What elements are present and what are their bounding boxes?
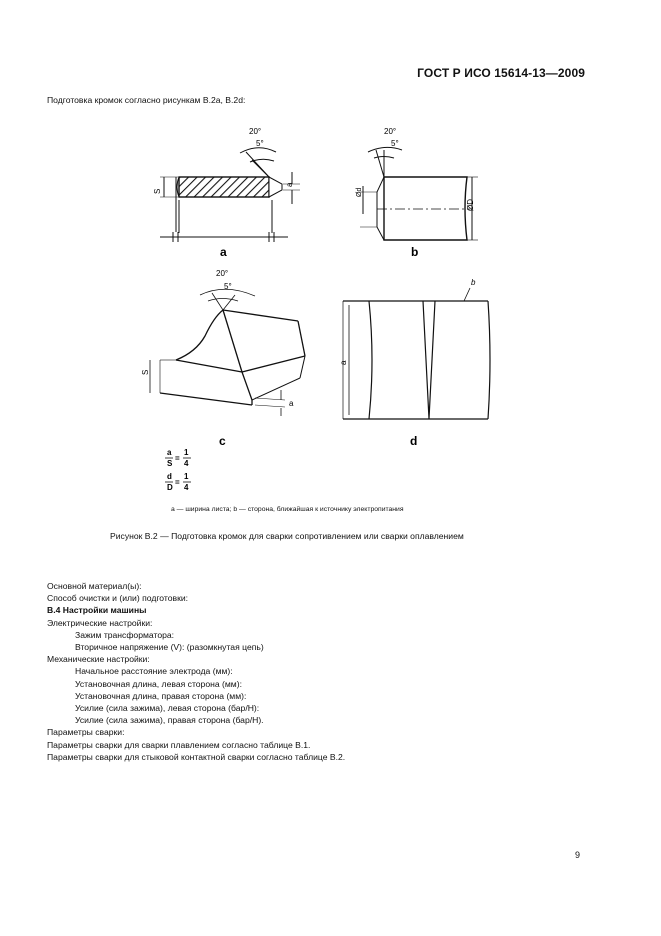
view-a-label: a — [220, 245, 227, 259]
dim-s-label: S — [153, 188, 162, 194]
angle-b-label: 20° — [384, 127, 397, 136]
figure-caption: Рисунок В.2 — Подготовка кромок для сварки сопротивлением или сварки оплавлением — [110, 531, 464, 541]
butt-params-line: Параметры сварки для стыковой контактной сварки согласно таблице В.2. — [47, 751, 346, 762]
svg-text:=: = — [175, 454, 180, 463]
view-b — [360, 147, 478, 240]
svg-text:4: 4 — [184, 483, 189, 492]
view-c — [150, 289, 305, 416]
view-d — [343, 288, 490, 419]
setting-length-right-line: Установочная длина, правая сторона (мм): — [75, 690, 247, 701]
dim-a-c-label: a — [289, 399, 294, 408]
dim-b-label: b — [471, 278, 476, 287]
setting-length-left-line: Установочная длина, левая сторона (мм): — [75, 678, 242, 689]
force-right-line: Усилие (сила зажима), правая сторона (бар/Н). — [75, 715, 264, 726]
angle-c-label: 20° — [216, 269, 229, 278]
mechanical-settings-line: Механические настройки: — [47, 654, 150, 665]
welding-params-line: Параметры сварки: — [47, 727, 125, 738]
view-a — [160, 148, 300, 242]
tol-a-label: 5° — [256, 139, 264, 148]
svg-text:d: d — [167, 472, 172, 481]
view-b-label: b — [411, 245, 419, 259]
view-c-label: c — [219, 434, 226, 448]
dim-D-label: ØD — [466, 199, 475, 211]
svg-text:1: 1 — [184, 448, 189, 457]
electrical-settings-line: Электрические настройки: — [47, 617, 153, 628]
svg-text:4: 4 — [184, 459, 189, 468]
angle-a-label: 20° — [249, 127, 262, 136]
dim-a-d-label: a — [339, 360, 348, 365]
intro-text: Подготовка кромок согласно рисункам В.2а, В.2d: — [47, 95, 246, 105]
svg-text:S: S — [167, 459, 173, 468]
svg-text:1: 1 — [184, 472, 189, 481]
machine-settings-section — [47, 580, 627, 763]
transformer-clamp-line: Зажим трансформатора: — [75, 629, 175, 640]
view-d-label: d — [410, 434, 418, 448]
tol-b-label: 5° — [391, 139, 399, 148]
fusion-params-line: Параметры сварки для сварки плавлением согласно таблице В.1. — [47, 739, 311, 750]
dim-d-label: Ød — [356, 187, 363, 197]
dim-s-c-label: S — [141, 369, 150, 375]
svg-text:D: D — [167, 483, 173, 492]
page-number: 9 — [575, 850, 581, 860]
svg-text:a: a — [167, 448, 172, 457]
document-header: ГОСТ Р ИСО 15614-13—2009 — [417, 66, 585, 80]
figure-legend: a — ширина листа; b — сторона, ближайшая к источнику электропитания — [171, 506, 404, 513]
base-material-line: Основной материал(ы): — [47, 581, 142, 591]
secondary-voltage-line: Вторичное напряжение (V): (разомкнутая цепь) — [75, 642, 264, 653]
cleaning-method-line: Способ очистки и (или) подготовки: — [47, 593, 189, 604]
electrode-distance-line: Начальное расстояние электрода (мм): — [75, 666, 233, 677]
section-heading: В.4 Настройки машины — [47, 605, 147, 616]
svg-text:=: = — [175, 478, 180, 487]
formula-d-D — [165, 472, 191, 492]
formula-a-s — [165, 448, 191, 468]
force-left-line: Усилие (сила зажима), левая сторона (бар/Н): — [75, 703, 260, 714]
dim-a-label: a — [285, 182, 294, 187]
tol-c-label: 5° — [224, 282, 232, 291]
